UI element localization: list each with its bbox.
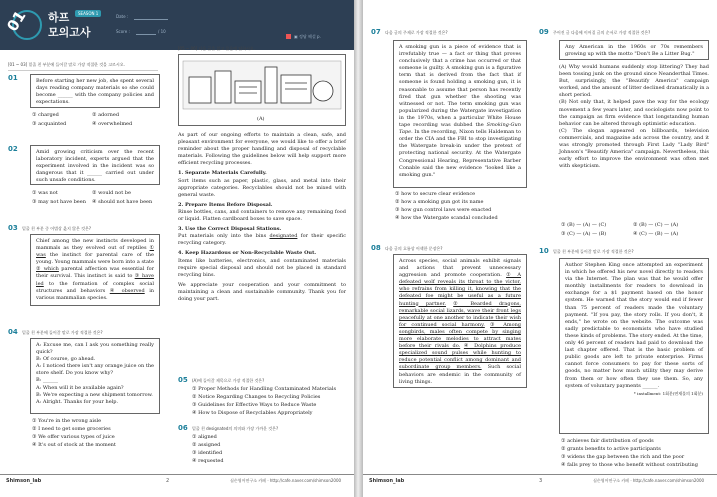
q9-paragraph-b: (B) Not only that, it helped pave the way for the ecology movement a few years later, and sociologists now point to the campaign as firm evidence that longstanding human behavior can be altered through optimistic education. [559,99,709,127]
q9-title: 주어진 글 다음에 이어질 글의 순서로 가장 적절한 것은? [553,30,651,35]
q10-option-3[interactable]: ③ widens the gap between the rich and the poor [561,454,685,460]
q7-option-2[interactable]: ② how a smoking gun got its name [395,199,484,205]
footer-brand: Shimson_lab [369,478,405,484]
q6-option-4[interactable]: ④ requested [192,458,224,464]
q8-number: 08 [371,244,381,252]
dialogue-line: B: ______ [36,377,58,384]
figure-label: (A) [257,116,265,122]
right-page [363,0,717,497]
date-line [134,19,168,20]
footer-divider [363,474,717,475]
footer-url: 심슨영어연구소 카페 · http://cafe.naver.com/shimson2000 [593,478,705,483]
q3-text: in various mammalian species. [36,287,155,301]
q4-option-4[interactable]: ④ It's out of stock at the moment [32,442,116,448]
q7-passage [393,40,527,188]
q5-option-2[interactable]: ② Notice Regarding Changes to Recycling Policies [192,394,321,400]
q8-sentence-3: ③ Among songbirds, males often compete by singing more elaborate melodies to attract mates before their rivals do. [399,321,522,350]
notice-body [178,132,346,303]
q1-number: 01 [8,74,18,82]
exam-title-line1: 하프 [48,11,70,24]
q4-option-1[interactable]: ① You're in the wrong aisle [32,418,102,424]
q8-text: Across species, social animals exhibit signals and actions that prevent unnecessary aggression and promote cooperation. [399,258,521,279]
score-label: Score : [116,29,130,34]
q3-mark-4: ④ observed [109,287,145,294]
q9-paragraph-c: (C) The slogan appeared on billboards, television commercials, and magazine ads across the country, and it was strongly promoted through First Lady "Lady Bird" Johnson's "Beautify America" campaign. Nevertheless, this early effort to improve the environment was often met with skepticism. [559,127,709,170]
dialogue-line: A: I noticed there isn't any orange juice on the store shelf. Do you know why? [36,363,155,377]
q5-option-4[interactable]: ④ How to Dispose of Recyclables Appropriately [192,410,313,416]
q7-number: 07 [371,28,381,36]
answer-key-label: ▣ 정답 해설 p. [294,34,321,39]
score-suffix: / 10 [158,29,166,34]
q6-option-1[interactable]: ① aligned [192,434,217,440]
q5-number: 05 [178,376,188,384]
q3-title: 밑줄 친 부분 중 어법상 옳지 않은 것은? [22,226,91,231]
q10-option-4[interactable]: ④ falls prey to those who benefit without contributing [561,462,698,468]
q5-option-1[interactable]: ① Proper Methods for Handling Contaminated Materials [192,386,337,392]
date-label: Date : [116,14,129,19]
q2-option-3[interactable]: ③ may not have been [32,199,86,205]
section-3-title: 3. Use the Correct Disposal Stations. [178,226,282,233]
q1-passage: Before starting her new job, she spent several days reading company materials so she could become ______ with the company policies and expectations. [30,74,160,108]
q9-given: Any American in the 1960s or 70s remembers growing up with the motto "Don't Be a Litter Bug." [559,40,709,60]
q9-paragraph-a: (A) Why would humans suddenly stop littering? They had been tossing junk on the ground since Neanderthal Times. But, surprisingly, the "Beautify America" campaign worked, and the amount of litter declined dramatically in a short period. [559,64,710,99]
q10-text: Author Stephen King once attempted an experiment in which he offered his new novel directly to readers via the Internet. The plan was that he would offer monthly installments for readers to download in exchange for a $1 payment based on the honor system. He warned that the story would end if fewer than 75 percent of readers made the voluntary payment. "If you pay, the story rolls. If you don't, it ends," he wrote on the website. The outcome was sadly predictable to economists who have studied these kinds of problems. The story ended. At the time, only 46 percent of readers had paid to download the last chapter offered. That is the basic problem of public goods are left to private enterprise. Firms cannot force consumers to pay for these sorts of goods, no matter how much utility they may derive from them or how often they use them. So, any system of voluntary payments ______. [565,262,703,389]
q7-option-3[interactable]: ③ how gun control laws were enacted [395,207,492,213]
footer-brand: Shimson_lab [6,478,42,484]
q3-text: Chief among the new instincts developed in mammals as they evolved out of reptiles [36,238,154,252]
section-2-text: Rinse bottles, cans, and containers to remove any remaining food or liquid. Flatten cardboard boxes to save space. [178,208,346,223]
page-number: 3 [539,478,543,484]
score-line [136,34,156,35]
dialogue-line: B: Of course, go ahead. [36,356,96,363]
text-run: for their specific recycling category. [178,233,347,247]
dialogue-line: B: We're expecting a new shipment tomorrow. [36,391,153,398]
recycling-illustration [179,55,345,115]
divider [8,70,158,71]
q3-number: 03 [8,224,18,232]
q3-mark-2: ② which [36,266,59,273]
q9-paragraphs [559,64,709,170]
dialogue-line: A: Alright. Thanks for your help. [36,398,119,405]
notice-intro: As part of our ongoing efforts to maintain a clean, safe, and pleasant environment for everyone, we would like to offer a brief reminder about the proper handling and disposal of recyclable materials. Following the guidelines below will help support more efficient recycling processes. [178,132,346,167]
q2-option-2[interactable]: ② would not be [92,190,131,196]
q2-passage: Amid growing criticism over the recent laboratory incident, experts argued that the experiment involved in the incident was so dangerous that it ______ carried out under such unsafe conditions. [30,145,160,185]
q5-6-instruction: [05 ~ 06] 다음 글을 읽고 물음에 답하시오. [178,46,256,51]
q4-dialogue [30,338,160,414]
q7-option-1[interactable]: ① how to secure clear evidence [395,191,476,197]
q5-option-3[interactable]: ③ Guidelines for Effective Ways to Reduce Waste [192,402,317,408]
q1-option-3[interactable]: ③ acquainted [32,121,67,127]
q4-title: 밑줄 친 부분에 들어갈 말로 가장 적절한 것은? [22,330,103,335]
text-run: Put materials only into the bins [178,233,267,240]
page-number: 2 [166,478,170,484]
q2-option-1[interactable]: ① was not [32,190,58,196]
q1-option-2[interactable]: ② adorned [92,112,120,118]
q6-option-3[interactable]: ③ identified [192,450,223,456]
dialogue-line: A: Excuse me, can I ask you something really quick? [36,342,154,356]
q3-mark-3: ③ have led [36,273,154,287]
exam-title-line2: 모의고사 [48,26,91,39]
q7-option-4[interactable]: ④ how the Watergate scandal concluded [395,215,498,221]
q8-passage [393,254,527,388]
q10-option-2[interactable]: ② grants benefits to active participants [561,446,661,452]
q6-number: 06 [178,424,188,432]
q8-sentence-1: ① A defeated wolf reveals its throat to the victor, who refrains from killing it, knowing that the defeated foe might be useful as a future hunting partner. [399,272,521,307]
q4-option-3[interactable]: ③ We offer various types of juice [32,434,115,440]
q4-option-2[interactable]: ② I need to get some groceries [32,426,111,432]
q8-sentence-2: ② Bearded dragons, remarkable social lizards, wave their front legs peacefully at one another to indicate their wish for continued social harmony. [399,300,521,328]
q10-option-1[interactable]: ① achieves fair distribution of goods [561,438,654,444]
section-4-text: Items like batteries, electronics, and contaminated materials require special disposal and should not be placed in standard recycling bins. [178,257,346,278]
footer-divider [0,474,354,475]
q9-option-4[interactable]: ④ (C) — (B) — (A) [633,231,679,237]
q3-passage [30,234,160,306]
q7-text: A smoking gun is a piece of evidence that is irrefutably true — a fact or thing that proves conclusively that a crime has occurred or that someone is guilty. A smoking gun is a figurative term that is derived from the fact that if someone is found holding a smoking gun, it is reasonable to assume that person has recently fired that gun whether the shooting was witnessed or not. The term smoking gun was popularized during the Watergate investigation in the 1970s, when a particular White House tape recording was dubbed the [399,44,521,129]
q10-number: 10 [539,247,549,255]
q9-number: 09 [539,28,549,36]
q9-option-3[interactable]: ③ (C) — (A) — (B) [561,231,607,237]
underlined-word: designated [269,233,298,240]
book-spine [354,0,363,497]
q9-option-2[interactable]: ② (B) — (C) — (A) [633,222,679,228]
q7-italic: Smoking-Gun Tape [399,122,521,136]
header-banner [0,0,354,50]
dialogue-line: A: When will it be available again? [36,384,124,391]
q7-text: . In the recording, Nixon tells Haldeman to order the CIA and the FBI to stop investigating the Watergate break-in under the pretext of protecting national security. At the Watergate Congressional Hearing, Representative Barber Conable said the new evidence "looked like a smoking gun." [399,129,521,178]
q9-option-1[interactable]: ① (B) — (A) — (C) [561,222,607,228]
section-1-title: 1. Separate Materials Carefully. [178,170,267,177]
footer-url: 심슨영어연구소 카페 · http://cafe.naver.com/shimson2000 [230,478,342,483]
section-4-title: 4. Keep Hazardous or Non-Recyclable Waste Out. [178,250,317,257]
q2-number: 02 [8,145,18,153]
notice-closing: We appreciate your cooperation and your commitment to maintaining a clean and sustainable community. Thank you for doing your part. [178,281,346,302]
q7-title: 다음 글의 주제로 가장 적절한 것은? [385,30,448,35]
q8-title: 다음 글의 흐름상 어색한 문장은? [385,246,443,251]
q10-footnote: * installment: 1회분(연재물의 1회분) [633,390,703,396]
q2-option-4[interactable]: ④ should not have been [92,199,153,205]
season-tag: SEASON 1 [75,10,101,17]
q1-option-4[interactable]: ④ overwhelmed [92,121,133,127]
q3-text: the instinct for parental care of the young. Young mammals were born into a state [36,252,154,266]
q8-sentence-4: ④ Dolphins produce specialized sound pulses while hunting to reduce potential conflict among dominant and subordinate group members. [399,343,521,371]
q4-number: 04 [8,328,18,336]
section-1-text: Sort items such as paper, plastic, glass, and metal into their appropriate categories. Recyclables should not be mixed with general waste. [178,177,346,198]
answer-key-icon [286,34,291,39]
section-3-text [178,233,346,247]
left-page [0,0,354,497]
q5-title: (A)에 들어갈 제목으로 가장 적절한 것은? [192,378,265,383]
recycling-figure [178,54,346,126]
q3-text: to the formation of complex social structures and behaviors [36,280,154,294]
q1-3-instruction: [01 ~ 03] 밑줄 친 부분에 들어갈 말로 가장 적절한 것을 고르시오. [8,62,125,67]
q10-title: 밑줄 친 부분에 들어갈 말로 가장 적절한 것은? [553,249,634,254]
q3-text: parental affection was essential for their survival. This instinct is said to [36,266,154,280]
section-2-title: 2. Prepare Items Before Disposal. [178,201,273,208]
q6-title: 밑줄 친 designated의 의미와 가장 가까운 것은? [192,426,279,431]
q3-mark-1: ① was [36,245,154,259]
q8-text: Such social behaviors are endemic in the community of living things. [399,364,521,385]
q1-option-1[interactable]: ① charged [32,112,59,118]
q6-option-2[interactable]: ② assigned [192,442,221,448]
q10-passage [559,258,709,434]
exam-number: 01 [3,7,30,35]
